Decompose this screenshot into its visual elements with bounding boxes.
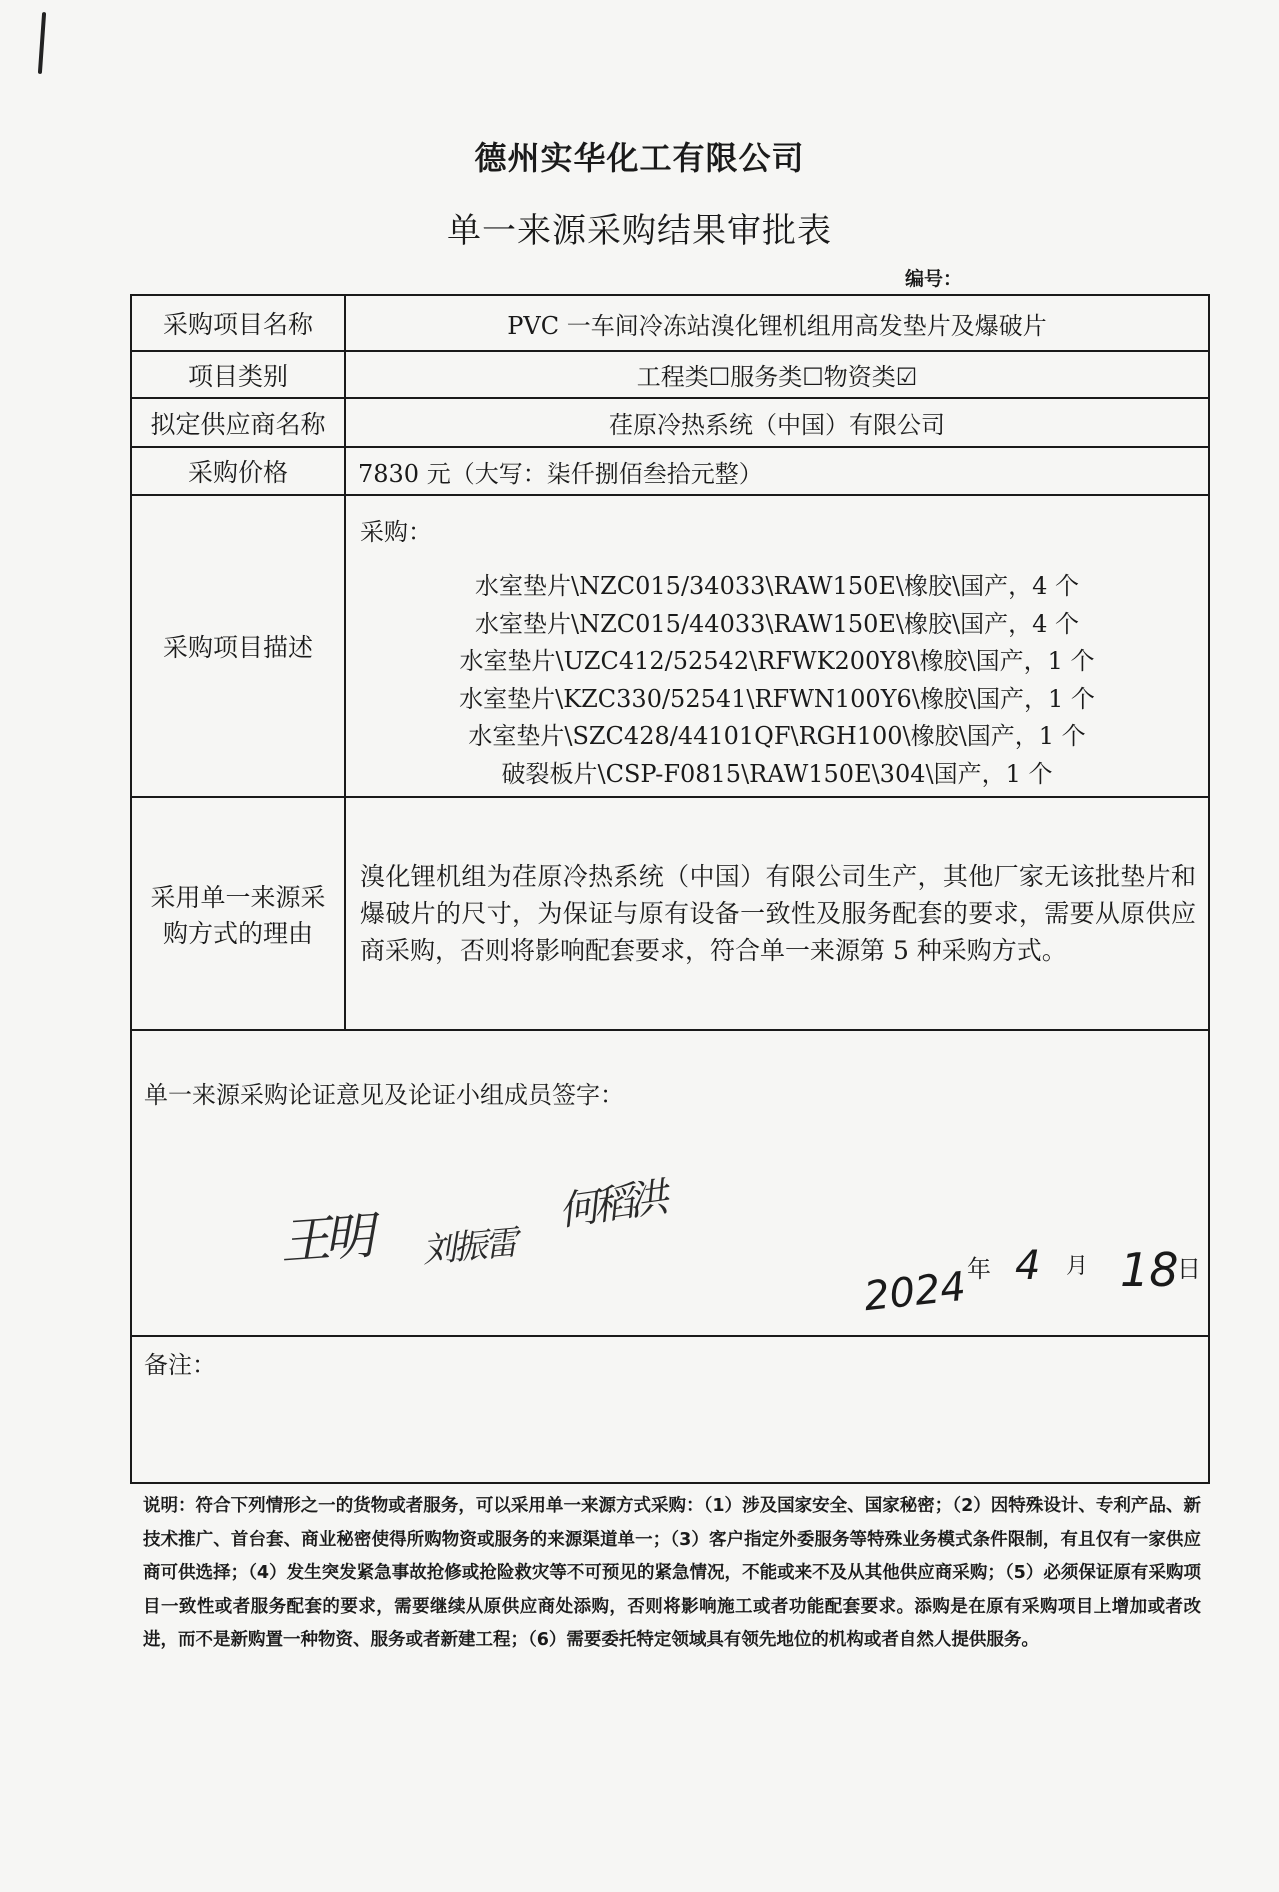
list-item: 水室垫片\NZC015/34033\RAW150E\橡胶\国产，4 个 <box>475 572 1079 600</box>
project-name-label: 采购项目名称 <box>131 295 345 351</box>
row-description <box>131 495 1209 797</box>
approval-form-table <box>130 294 1210 1484</box>
list-item: 破裂板片\CSP-F0815\RAW150E\304\国产，1 个 <box>501 759 1053 788</box>
signoff-prompt: 单一来源采购论证意见及论证小组成员签字： <box>144 1081 624 1109</box>
list-item: 水室垫片\UZC412/52542\RFWK200Y8\橡胶\国产，1 个 <box>459 647 1095 675</box>
row-supplier <box>131 398 1209 447</box>
company-name: 德州实华化工有限公司 <box>474 139 805 177</box>
handwritten-date-year: 2024 <box>861 1263 968 1321</box>
category-value: 工程类☐服务类☐物资类☑ <box>345 351 1209 398</box>
list-item: 水室垫片\KZC330/52541\RFWN100Y6\橡胶\国产，1 个 <box>459 684 1095 713</box>
price-value: 7830 元（大写：柒仟捌佰叁拾元整） <box>345 447 1209 495</box>
reason-label-line2: 购方式的理由 <box>162 918 313 948</box>
row-project-name <box>131 295 1209 351</box>
handwritten-date-month: 4 <box>1015 1243 1041 1289</box>
row-signoff <box>131 1030 1209 1336</box>
description-label: 采购项目描述 <box>131 495 345 797</box>
signoff-cell <box>131 1030 1209 1336</box>
reason-label-line1: 采用单一来源采 <box>150 882 326 912</box>
price-label: 采购价格 <box>131 447 345 495</box>
form-title: 单一来源采购结果审批表 <box>447 211 832 251</box>
supplier-value: 荏原冷热系统（中国）有限公司 <box>345 398 1209 447</box>
project-name-value: PVC 一车间冷冻站溴化锂机组用高发垫片及爆破片 <box>345 295 1209 351</box>
row-category <box>131 351 1209 398</box>
description-cell <box>345 495 1209 797</box>
date-month-unit: 月 <box>1066 1254 1089 1279</box>
date-year-unit: 年 <box>967 1255 991 1283</box>
serial-number-label: 编号： <box>905 268 963 290</box>
date-day-unit: 日 <box>1177 1255 1201 1283</box>
handwritten-date-day: 18 <box>1120 1243 1179 1297</box>
handwritten-signature: 刘振雷 <box>420 1223 517 1271</box>
row-reason <box>131 797 1209 1030</box>
pen-margin-mark <box>38 12 46 74</box>
handwritten-signature: 何稻洪 <box>555 1174 667 1236</box>
remarks-cell <box>131 1336 1209 1483</box>
supplier-label: 拟定供应商名称 <box>131 398 345 447</box>
description-head: 采购： <box>360 518 432 546</box>
row-remarks <box>131 1336 1209 1483</box>
description-items <box>346 568 1208 793</box>
reason-value: 溴化锂机组为荏原冷热系统（中国）有限公司生产，其他厂家无该批垫片和爆破片的尺寸，为保证与原有设备一致性及服务配套的要求，需要从原供应商采购，否则将影响配套要求，符合单一来源第 5 种采购方式。 <box>345 797 1209 1030</box>
remarks-label: 备注： <box>144 1351 216 1379</box>
list-item: 水室垫片\SZC428/44101QF\RGH100\橡胶\国产，1 个 <box>468 722 1086 750</box>
row-price <box>131 447 1209 495</box>
category-label: 项目类别 <box>131 351 345 398</box>
reason-label <box>131 797 345 1030</box>
handwritten-signature: 王明 <box>278 1206 371 1271</box>
explanatory-note: 说明：符合下列情形之一的货物或者服务，可以采用单一来源方式采购：（1）涉及国家安全、国家秘密；（2）因特殊设计、专利产品、新技术推广、首台套、商业秘密使得所购物资或服务的来源渠道单一；（3）客户指定外委服务等特殊业务模式条件限制，有且仅有一家供应商可供选择；（4）发生突发紧急事故抢修或抢险救灾等不可预见的紧急情况，不能或来不及从其他供应商采购；（5）必须保证原有采购项目一致性或者服务配套的要求，需要继续从原供应商处添购，否则将影响施工或者功能配套要求。添购是在原有采购项目上增加或者改进，而不是新购置一种物资、服务或者新建工程；（6）需要委托特定领域具有领先地位的机构或者自然人提供服务。 <box>143 1496 1201 1650</box>
list-item: 水室垫片\NZC015/44033\RAW150E\橡胶\国产，4 个 <box>475 609 1079 638</box>
